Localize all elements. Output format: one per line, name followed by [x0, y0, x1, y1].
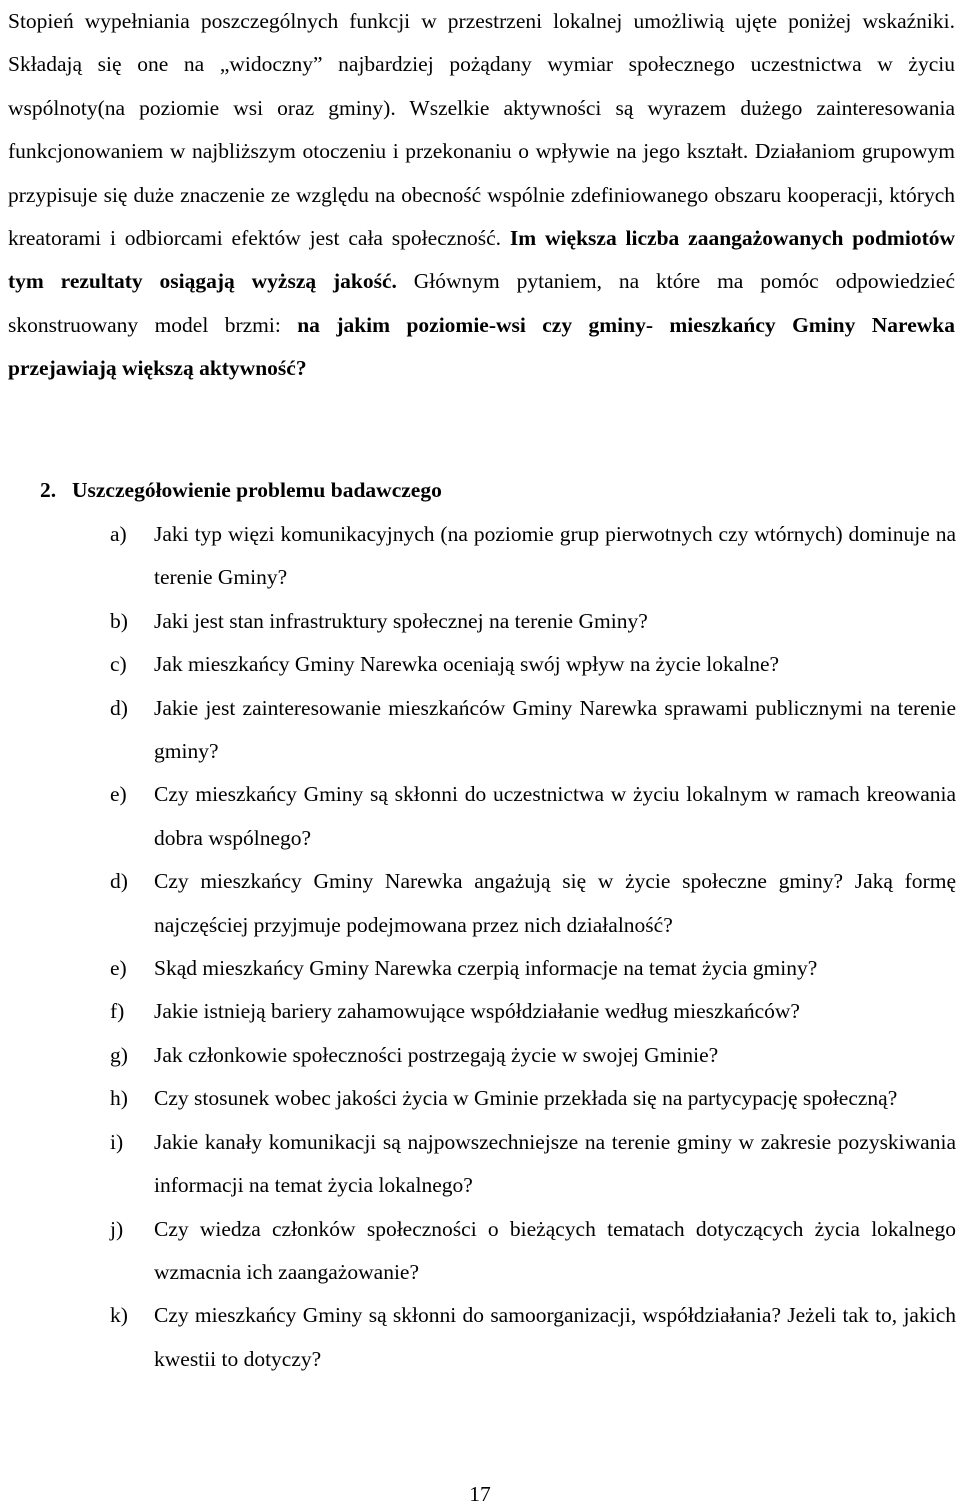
list-item-text: Czy mieszkańcy Gminy są skłonni do samoorganizacji, współdziałania? Jeżeli tak to, jakich kwestii to dotyczy? — [154, 1303, 956, 1371]
list-item-label: k) — [110, 1303, 128, 1328]
document-page — [8, 0, 955, 391]
list-item — [110, 1077, 956, 1120]
list-item-text: Skąd mieszkańcy Gminy Narewka czerpią informacje na temat życia gminy? — [154, 956, 818, 981]
list-item — [110, 1034, 956, 1077]
list-item-text: Jak członkowie społeczności postrzegają życie w swojej Gminie? — [154, 1042, 719, 1067]
list-item — [110, 1121, 956, 1208]
list-item-text: Jak mieszkańcy Gminy Narewka oceniają swój wpływ na życie lokalne? — [154, 652, 780, 677]
list-item-text: Jaki typ więzi komunikacyjnych (na poziomie grup pierwotnych czy wtórnych) dominuje na terenie Gminy? — [154, 522, 956, 590]
list-item-label: e) — [110, 956, 127, 981]
list-item — [110, 643, 956, 686]
list-item — [110, 1208, 956, 1295]
list-item-label: f) — [110, 999, 125, 1024]
section-heading — [40, 469, 442, 512]
page-number: 17 — [469, 1482, 491, 1506]
list-item — [110, 1294, 956, 1381]
list-item — [110, 600, 956, 643]
list-item — [110, 687, 956, 774]
intro-bold-statement: Im większa liczba zaangażowanych podmiotów tym rezultaty osiągają wyższą jakość. — [8, 226, 956, 294]
list-item — [110, 860, 956, 947]
intro-text-2: Głównym pytaniem, na które ma pomóc odpowiedzieć skonstruowany model brzmi: — [8, 269, 955, 337]
list-item — [110, 513, 956, 600]
list-item-text: Czy stosunek wobec jakości życia w Gminie przekłada się na partycypację społeczną? — [154, 1086, 898, 1111]
main-research-question: na jakim poziomie-wsi czy gminy- mieszkańcy Gminy Narewka przejawiają większą aktywność? — [8, 312, 955, 381]
list-item — [110, 990, 956, 1033]
intro-text-1: Stopień wypełniania poszczególnych funkcji w przestrzeni lokalnej umożliwią ujęte poniżej wskaźniki. Składają się one na „widoczny” najbardziej pożądany wymiar społecznego uczestnictwa w życiu wspólnoty(na poziomie wsi oraz gminy). Wszelkie aktywności są wyrazem dużego zainteresowania funkcjonowaniem w najbliższym otoczeniu i przekonaniu o wpływie na jego kształt. Działaniom grupowym przypisuje się duże znaczenie ze względu na obecność wspólnie zdefiniowanego obszaru kooperacji, których kreatorami i odbiorcami efektów jest cała społeczność. — [8, 9, 955, 251]
list-item-label: j) — [110, 1216, 124, 1241]
list-item-label: h) — [110, 1086, 128, 1111]
list-item-label: i) — [110, 1129, 124, 1154]
list-item-text: Czy mieszkańcy Gminy są skłonni do uczestnictwa w życiu lokalnym w ramach kreowania dobra wspólnego? — [154, 782, 956, 850]
list-item-text: Jakie jest zainteresowanie mieszkańców Gminy Narewka sprawami publicznymi na terenie gminy? — [154, 695, 956, 764]
list-item-text: Czy mieszkańcy Gminy Narewka angażują się w życie społeczne gminy? Jaką formę najczęściej przyjmuje podejmowana przez nich działalność? — [154, 869, 956, 937]
list-item-label: d) — [110, 695, 128, 720]
list-item-label: e) — [110, 782, 127, 807]
list-item — [110, 773, 956, 860]
list-item — [110, 947, 956, 990]
list-item-text: Jaki jest stan infrastruktury społecznej na terenie Gminy? — [154, 608, 648, 633]
list-item-text: Czy wiedza członków społeczności o bieżących tematach dotyczących życia lokalnego wzmacnia ich zaangażowanie? — [154, 1216, 956, 1284]
list-item-label: d) — [110, 869, 128, 894]
question-list — [110, 513, 956, 1381]
section-title: Uszczegółowienie problemu badawczego — [72, 478, 442, 502]
list-item-text: Jakie kanały komunikacji są najpowszechniejsze na terenie gminy w zakresie pozyskiwania informacji na temat życia lokalnego? — [154, 1129, 956, 1198]
intro-paragraph — [8, 0, 955, 391]
list-item-label: c) — [110, 652, 127, 677]
list-item-label: g) — [110, 1042, 128, 1067]
list-item-label: b) — [110, 608, 128, 633]
section-number: 2. — [40, 478, 57, 502]
list-item-label: a) — [110, 522, 127, 546]
list-item-text: Jakie istnieją bariery zahamowujące współdziałanie według mieszkańców? — [154, 999, 800, 1024]
